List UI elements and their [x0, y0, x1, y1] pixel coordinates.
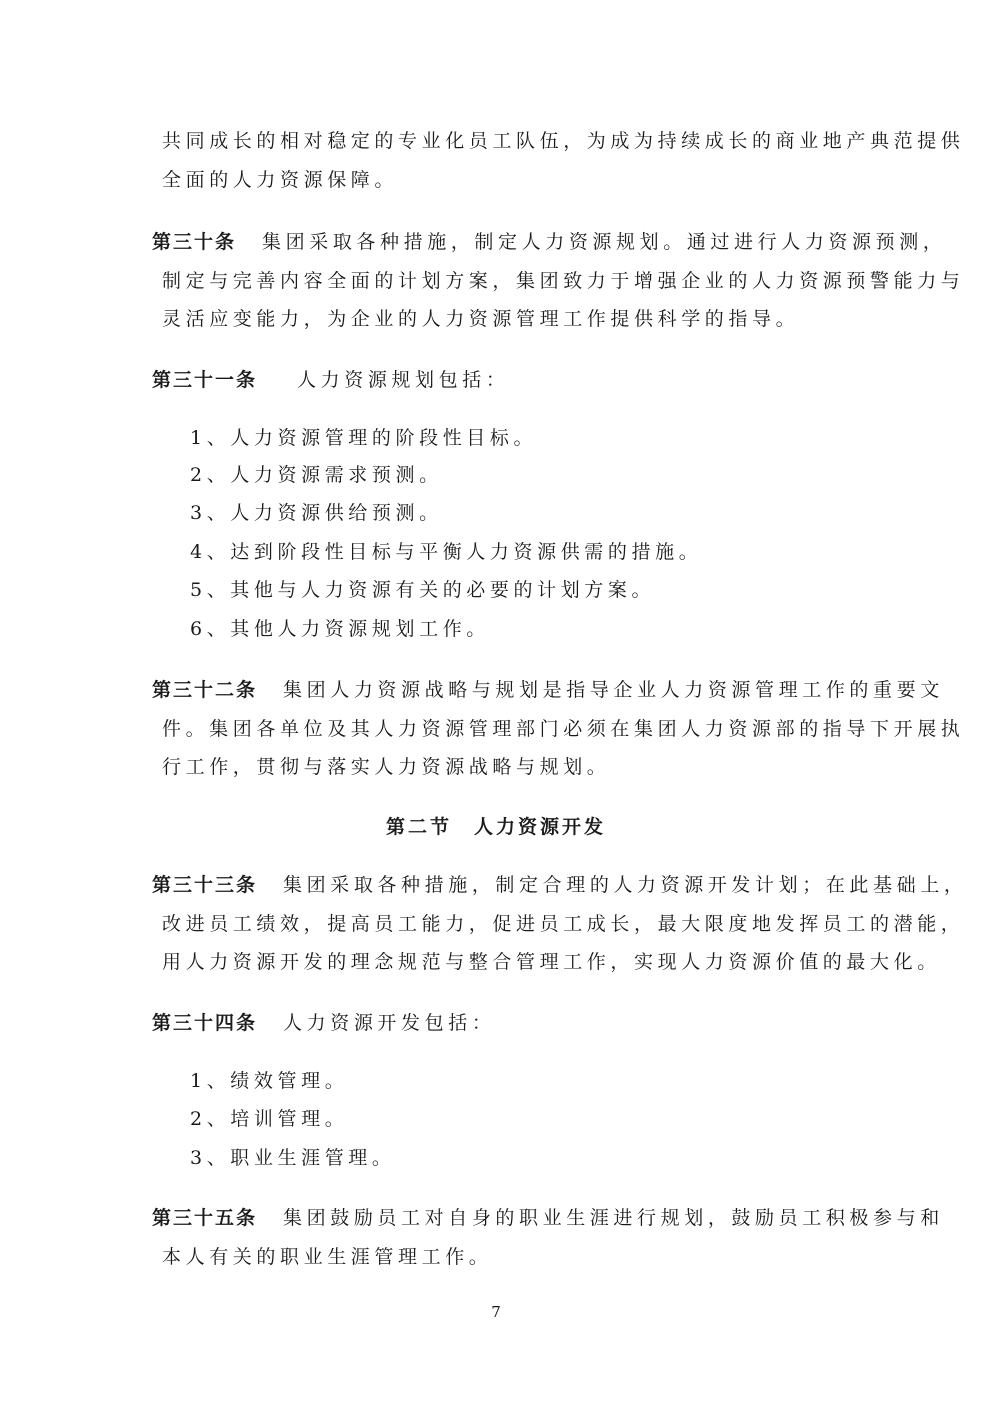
article-30-first-line [152, 229, 946, 255]
article-31-text: 人力资源规划包括： [297, 369, 510, 391]
article-35-label: 第三十五条 [152, 1207, 258, 1229]
article-35-text: 集团鼓励员工对自身的职业生涯进行规划，鼓励员工积极参与和 [283, 1207, 944, 1229]
paragraph-line: 改进员工绩效，提高员工能力，促进员工成长，最大限度地发挥员工的潜能， [162, 913, 965, 935]
article-33-first-line [152, 872, 967, 898]
paragraph-line: 用人力资源开发的理念规范与整合管理工作，实现人力资源价值的最大化。 [162, 951, 941, 973]
paragraph-line: 全面的人力资源保障。 [162, 169, 399, 191]
paragraph-line: 共同成长的相对稳定的专业化员工队伍，为成为持续成长的商业地产典范提供 [162, 130, 965, 152]
paragraph-line: 件。集团各单位及其人力资源管理部门必须在集团人力资源部的指导下开展执 [162, 718, 965, 740]
list-item: 2、培训管理。 [190, 1108, 349, 1130]
page-number: 7 [491, 1303, 501, 1321]
article-33-label: 第三十三条 [152, 874, 258, 896]
list-item: 4、达到阶段性目标与平衡人力资源供需的措施。 [190, 541, 703, 563]
paragraph-line: 制定与完善内容全面的计划方案，集团致力于增强企业的人力资源预警能力与 [162, 270, 965, 292]
article-30-text: 集团采取各种措施，制定人力资源规划。通过进行人力资源预测， [262, 231, 947, 253]
article-32-label: 第三十二条 [152, 679, 258, 701]
paragraph-line: 灵活应变能力，为企业的人力资源管理工作提供科学的指导。 [162, 308, 800, 330]
article-31-label: 第三十一条 [152, 369, 258, 391]
article-34-label: 第三十四条 [152, 1012, 258, 1034]
article-35-first-line [152, 1205, 944, 1231]
list-item: 6、其他人力资源规划工作。 [190, 618, 490, 640]
list-item: 1、人力资源管理的阶段性目标。 [190, 427, 538, 449]
list-item: 1、绩效管理。 [190, 1070, 349, 1092]
paragraph-line: 本人有关的职业生涯管理工作。 [162, 1246, 493, 1268]
paragraph-line: 行工作，贯彻与落实人力资源战略与规划。 [162, 756, 611, 778]
list-item: 5、其他与人力资源有关的必要的计划方案。 [190, 579, 656, 601]
list-item: 2、人力资源需求预测。 [190, 464, 443, 486]
article-31-first-line [152, 367, 509, 393]
article-32-text: 集团人力资源战略与规划是指导企业人力资源管理工作的重要文 [283, 679, 944, 701]
article-34-text: 人力资源开发包括： [283, 1012, 496, 1034]
list-item: 3、职业生涯管理。 [190, 1147, 396, 1169]
article-33-text: 集团采取各种措施，制定合理的人力资源开发计划；在此基础上， [283, 874, 968, 896]
list-item: 3、人力资源供给预测。 [190, 502, 443, 524]
article-34-first-line [152, 1010, 495, 1036]
section-title: 第二节 人力资源开发 [385, 816, 606, 838]
article-30-label: 第三十条 [152, 231, 237, 253]
article-32-first-line [152, 677, 944, 703]
